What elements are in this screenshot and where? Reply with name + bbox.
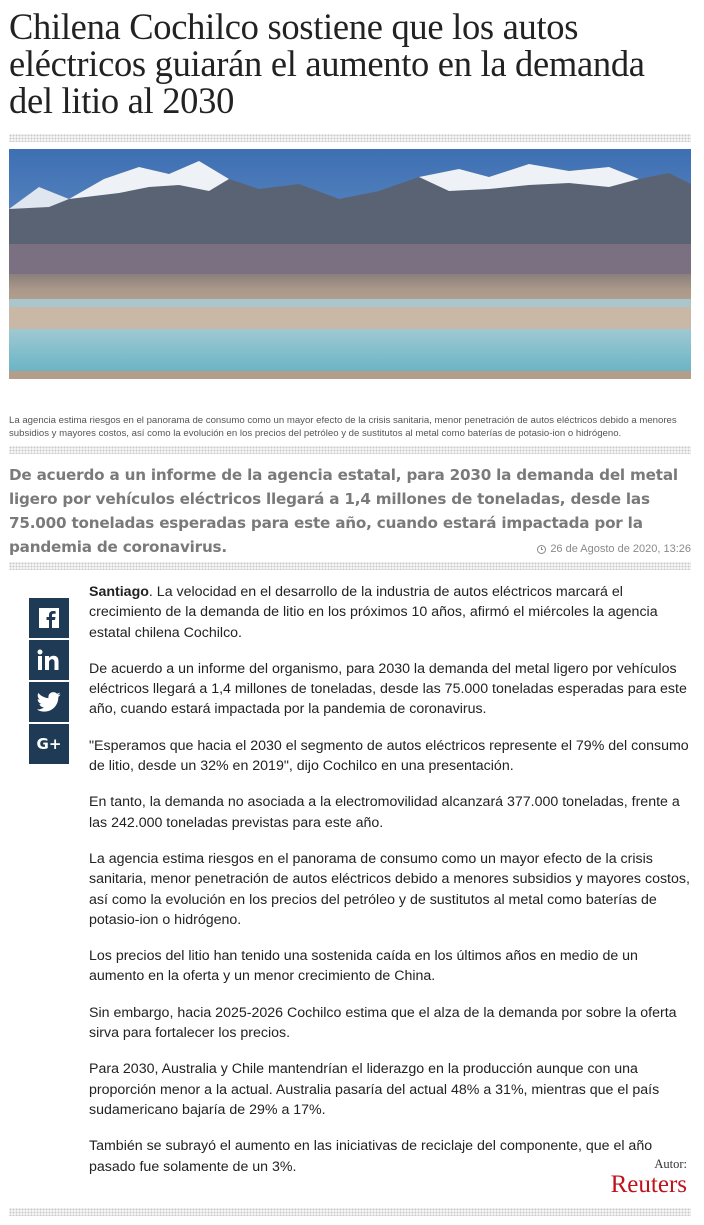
linkedin-share-button[interactable]	[29, 640, 69, 680]
article-paragraph: "Esperamos que hacia el 2030 el segmento de autos eléctricos represente el 79% del consumo de litio, desde un 32% en 2019", dijo Cochilco en una presentación.	[89, 737, 689, 775]
dotted-divider	[9, 134, 691, 142]
share-bar	[29, 598, 69, 766]
author-block	[611, 1157, 687, 1198]
dateline: Santiago	[89, 584, 149, 600]
publish-date	[537, 543, 691, 555]
googleplus-share-button[interactable]	[29, 724, 69, 764]
twitter-share-button[interactable]	[29, 682, 69, 722]
article-paragraph: La agencia estima riesgos en el panorama de consumo como un mayor efecto de la crisis sanitaria, menor penetración de autos eléctricos debido a menores subsidios y mayores costos, así como la evolución en los precios del petróleo y de sustitutos al metal como baterías de potasio-ion o hidrógeno.	[89, 850, 690, 928]
article-body	[89, 582, 693, 1193]
facebook-icon	[38, 607, 60, 629]
salt-flat-landscape	[9, 149, 691, 379]
article-lead: De acuerdo a un informe de la agencia estatal, para 2030 la demanda del metal ligero por vehículos eléctricos llegará a 1,4 millones de toneladas, desde las 75.000 toneladas esperadas para este año, cuando estará impactada por la pandemia de coronavirus.	[9, 466, 678, 556]
author-label: Autor:	[654, 1157, 687, 1171]
article-paragraph: También se subrayó el aumento en las iniciativas de reciclaje del componente, que el año pasado fue solamente de un 3%.	[89, 1138, 653, 1175]
facebook-share-button[interactable]	[29, 598, 69, 638]
article-paragraph: Sin embargo, hacia 2025-2026 Cochilco estima que el alza de la demanda por sobre la oferta sirva para fortalecer los precios.	[89, 1004, 677, 1042]
article-paragraph: De acuerdo a un informe del organismo, para 2030 la demanda del metal ligero por vehículos eléctricos llegará a 1,4 millones de toneladas, desde las 75.000 toneladas esperadas para este año, cuando estará impactada por la pandemia de coronavirus.	[89, 660, 687, 718]
article-paragraph: Para 2030, Australia y Chile mantendrían el liderazgo en la producción aunque con una proporción menor a la actual. Australia pasaría del actual 48% a 31%, mientras que el país sudamericano bajaría de 29% a 17%.	[89, 1061, 660, 1118]
hero-image	[9, 149, 691, 379]
image-caption: La agencia estima riesgos en el panorama de consumo como un mayor efecto de la crisis sanitaria, menor penetración de autos eléctricos debido a menores subsidios y mayores costos, así como la evolución en los precios del petróleo y de sustitutos al metal como baterías de potasio-ion o hidrógeno.	[9, 415, 677, 439]
dotted-divider	[9, 446, 691, 454]
article-title: Chilena Cochilco sostiene que los autos eléctricos guiarán el aumento en la demanda del litio al 2030	[9, 6, 645, 121]
article-paragraph: En tanto, la demanda no asociada a la electromovilidad alcanzará 377.000 toneladas, frente a las 242.000 toneladas previstas para este año.	[89, 794, 680, 831]
author-name[interactable]: Reuters	[610, 1171, 687, 1198]
googleplus-icon: G+	[36, 735, 62, 753]
publish-date-text: 26 de Agosto de 2020, 13:26	[550, 543, 691, 555]
dotted-divider	[9, 562, 691, 570]
linkedin-icon	[36, 649, 62, 671]
twitter-icon	[37, 692, 61, 712]
article-paragraph	[89, 582, 693, 643]
article-paragraph: Los precios del litio han tenido una sostenida caída en los últimos años en medio de un aumento en la oferta y un menor crecimiento de China.	[89, 948, 638, 985]
clock-icon	[537, 545, 546, 554]
paragraph-text: . La velocidad en el desarrollo de la industria de autos eléctricos marcará el crecimiento de la demanda de litio en los próximos 10 años, afirmó el miércoles la agencia estatal chilena Cochilco.	[89, 584, 658, 641]
dotted-divider	[9, 1208, 691, 1216]
